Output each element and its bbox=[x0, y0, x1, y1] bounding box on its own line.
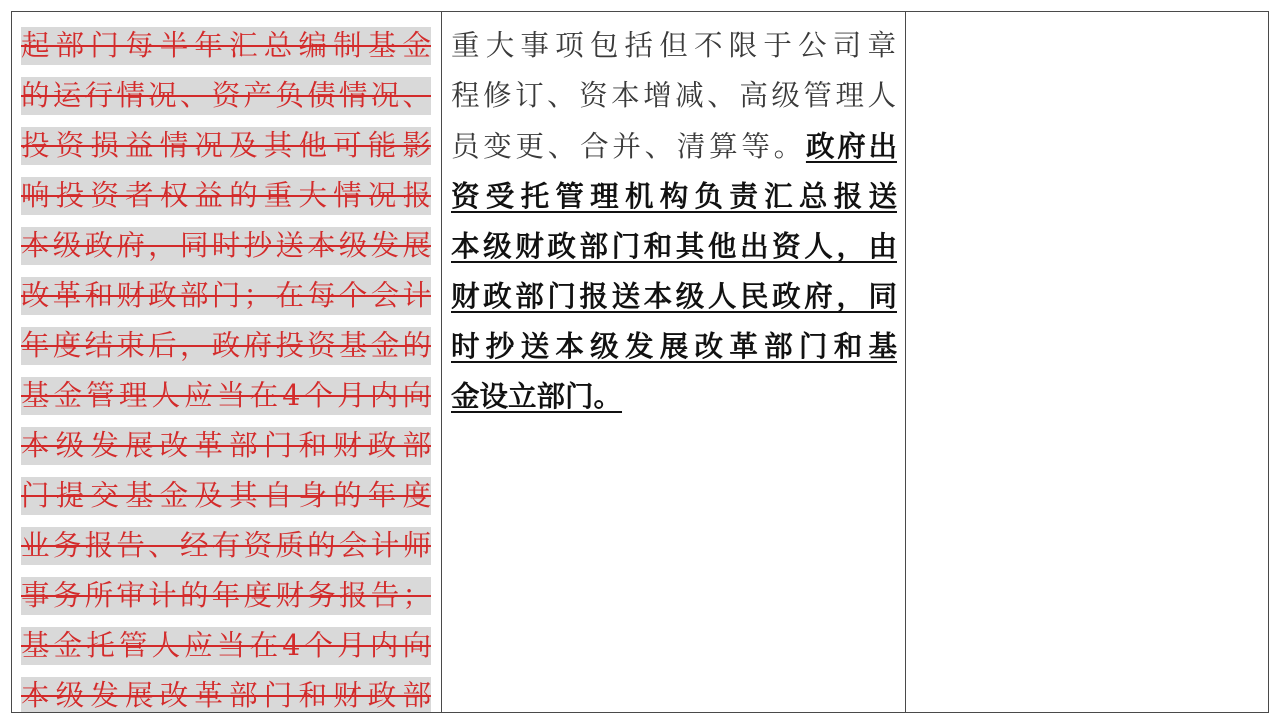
revised-line-mixed bbox=[451, 121, 897, 171]
deleted-line bbox=[21, 471, 432, 521]
deleted-line bbox=[21, 171, 432, 221]
revised-line: 程修订、资本增减、高级管理人 bbox=[451, 79, 897, 112]
revised-text-column bbox=[442, 12, 906, 712]
added-text: 资受托管理机构负责汇总报送 bbox=[451, 179, 897, 213]
added-text: 本级财政部门和其他出资人，由 bbox=[451, 229, 897, 263]
deleted-line bbox=[21, 571, 432, 621]
deleted-line bbox=[21, 221, 432, 271]
revised-line bbox=[451, 271, 897, 321]
notes-column bbox=[906, 12, 1268, 712]
added-text: 时抄送本级发展改革部门和基 bbox=[451, 329, 897, 363]
deleted-line bbox=[21, 371, 432, 421]
deleted-line-text: 本级发展改革部门和财政部 bbox=[21, 677, 431, 712]
deleted-line-text: 本级发展改革部门和财政部 bbox=[21, 427, 431, 465]
deleted-line bbox=[21, 271, 432, 321]
deleted-line bbox=[21, 121, 432, 171]
deleted-line-text: 改革和财政部门；在每个会计 bbox=[21, 277, 431, 315]
revised-line bbox=[451, 171, 897, 221]
revised-line: 重大事项包括但不限于公司章 bbox=[451, 29, 897, 62]
deleted-line bbox=[21, 621, 432, 671]
added-text: 金设立部门。 bbox=[451, 379, 623, 413]
deleted-line-text: 基金托管人应当在4个月内向 bbox=[21, 627, 431, 665]
deleted-line-text: 事务所审计的年度财务报告； bbox=[21, 577, 431, 615]
revised-line bbox=[451, 221, 897, 271]
deleted-line-text: 业务报告、经有资质的会计师 bbox=[21, 527, 431, 565]
deleted-line bbox=[21, 671, 432, 712]
deleted-line-text: 响投资者权益的重大情况报 bbox=[21, 177, 431, 215]
deleted-line bbox=[21, 21, 432, 71]
deleted-line bbox=[21, 521, 432, 571]
comparison-table bbox=[11, 11, 1269, 713]
revised-plain-text: 员变更、合并、清算等。 bbox=[451, 130, 806, 163]
deleted-line-text: 的运行情况、资产负债情况、 bbox=[21, 77, 431, 115]
added-text: 政府出 bbox=[805, 129, 897, 163]
deleted-line-text: 基金管理人应当在4个月内向 bbox=[21, 377, 431, 415]
deleted-line-text: 起部门每半年汇总编制基金 bbox=[21, 27, 431, 65]
deleted-line bbox=[21, 71, 432, 121]
deleted-line bbox=[21, 321, 432, 371]
deleted-text-column bbox=[12, 12, 442, 712]
added-text: 财政部门报送本级人民政府，同 bbox=[451, 279, 897, 313]
deleted-line-text: 门提交基金及其自身的年度 bbox=[21, 477, 431, 515]
deleted-line bbox=[21, 421, 432, 471]
deleted-line-text: 本级政府，同时抄送本级发展 bbox=[21, 227, 431, 265]
deleted-line-text: 投资损益情况及其他可能影 bbox=[21, 127, 431, 165]
revised-line bbox=[451, 321, 897, 371]
deleted-line-text: 年度结束后，政府投资基金的 bbox=[21, 327, 431, 365]
revised-line bbox=[451, 371, 897, 421]
